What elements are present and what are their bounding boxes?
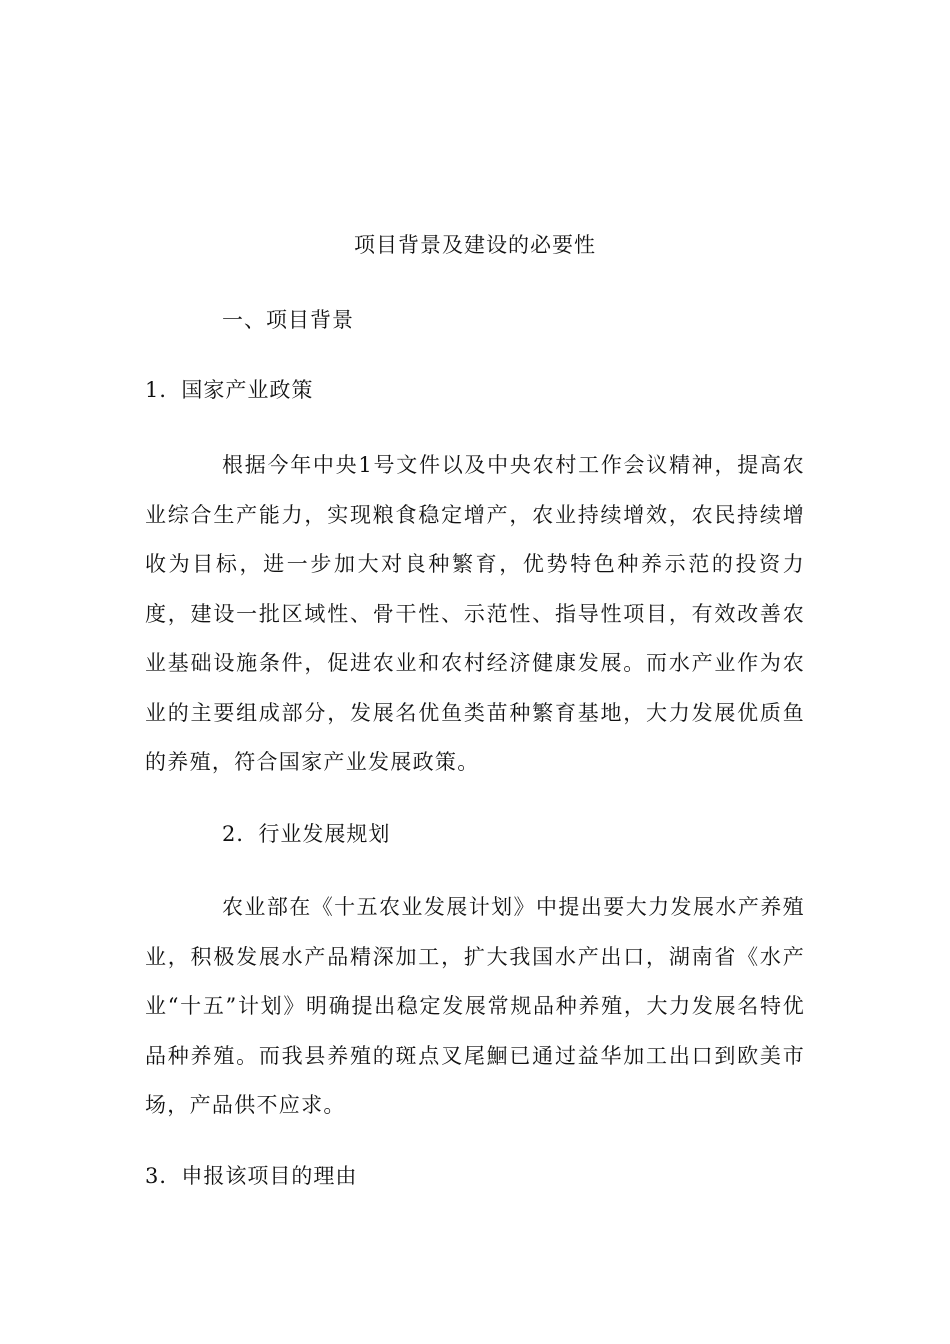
document-title: 项目背景及建设的必要性 [354, 233, 596, 257]
subheading-industry-plan: 2．行业发展规划 [222, 822, 391, 846]
subheading-national-policy: 1．国家产业政策 [145, 378, 314, 402]
paragraph-national-policy: 根据今年中央1号文件以及中央农村工作会议精神，提高农业综合生产能力，实现粮食稳定增产，农业持续增效，农民持续增收为目标，进一步加大对良种繁育，优势特色种养示范的投资力度，建设一批区域性、骨干性、示范性、指导性项目，有效改善农业基础设施条件，促进农业和农村经济健康发展。而水产业作为农业的主要组成部分，发展名优鱼类苗种繁育基地，大力发展优质鱼的养殖，符合国家产业发展政策。 [145, 453, 805, 774]
paragraph-industry-plan: 农业部在《十五农业发展计划》中提出要大力发展水产养殖业，积极发展水产品精深加工，扩大我国水产出口，湖南省《水产业“十五”计划》明确提出稳定发展常规品种养殖，大力发展名特优品种养殖。而我县养殖的斑点叉尾鮰已通过益华加工出口到欧美市场，产品供不应求。 [145, 895, 805, 1117]
section-heading-background: 一、项目背景 [222, 308, 354, 332]
subheading-application-reason: 3．申报该项目的理由 [145, 1164, 358, 1188]
